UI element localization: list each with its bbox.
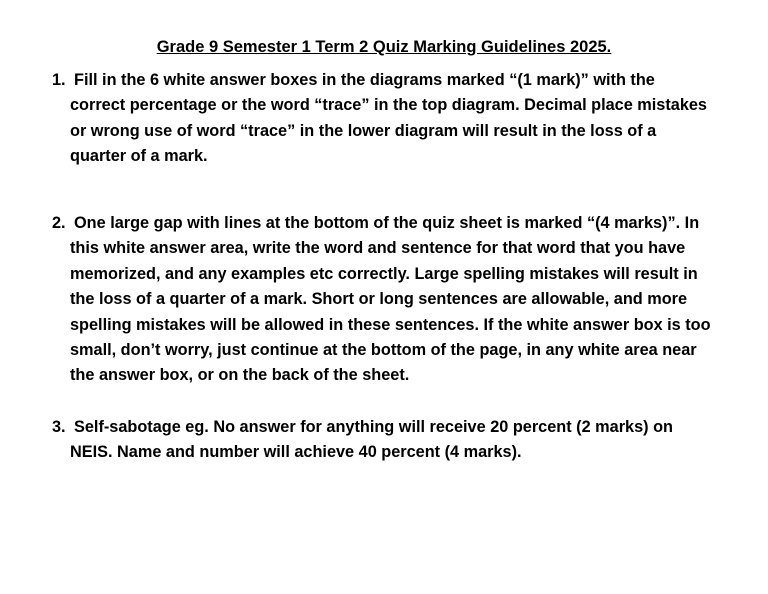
item-line: the answer box, or on the back of the sheet. [70, 366, 410, 385]
item-line: the loss of a quarter of a mark. Short or long sentences are allowable, and more [70, 290, 688, 309]
guideline-item-1 [52, 68, 742, 170]
item-line: this white answer area, write the word and sentence for that word that you have [70, 239, 686, 258]
item-line: correct percentage or the word “trace” in the top diagram. Decimal place mistakes [70, 96, 707, 115]
item-line: quarter of a mark. [70, 147, 208, 166]
guideline-item-2 [52, 211, 742, 389]
item-number: 2. [52, 214, 66, 232]
item-line: or wrong use of word “trace” in the lower diagram will result in the loss of a [70, 121, 657, 140]
item-line: Fill in the 6 white answer boxes in the diagrams marked “(1 mark)” with the [74, 71, 655, 89]
item-line: One large gap with lines at the bottom of the quiz sheet is marked “(4 marks)”. In [74, 214, 700, 232]
document-title: Grade 9 Semester 1 Term 2 Quiz Marking Guidelines 2025. [156, 38, 612, 56]
item-line: Self-sabotage eg. No answer for anything will receive 20 percent (2 marks) on [74, 418, 673, 436]
item-line: spelling mistakes will be allowed in these sentences. If the white answer box is too [70, 315, 711, 334]
guideline-item-3 [52, 415, 742, 466]
item-number: 1. [52, 71, 66, 89]
item-number: 3. [52, 418, 66, 436]
item-line: memorized, and any examples etc correctly. Large spelling mistakes will result in [70, 264, 698, 283]
item-line: NEIS. Name and number will achieve 40 percent (4 marks). [70, 443, 522, 462]
item-line: small, don’t worry, just continue at the bottom of the page, in any white area near [70, 341, 697, 360]
